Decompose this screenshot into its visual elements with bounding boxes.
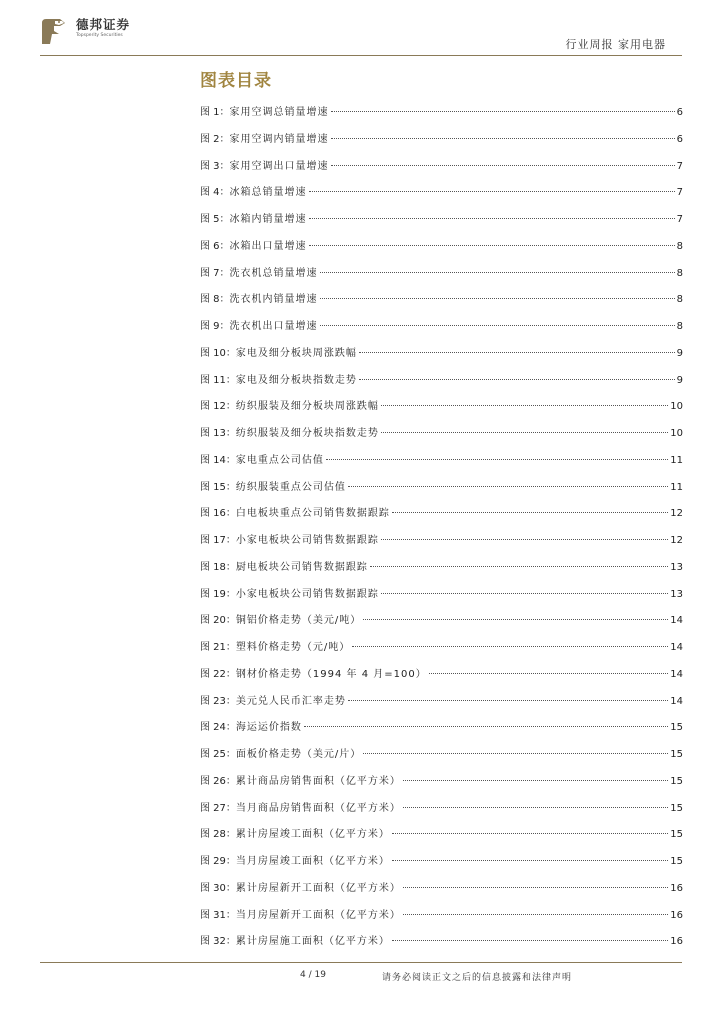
toc-entry-separator: ：	[225, 535, 236, 546]
toc-entry-label: 图 31	[200, 909, 226, 921]
toc-entry-page: 15	[670, 775, 683, 787]
toc-leader-dots	[331, 111, 675, 112]
toc-entry-separator: ：	[219, 321, 230, 332]
toc-entry-page: 15	[670, 749, 683, 760]
toc-entry-text: 洗衣机出口量增速	[229, 321, 318, 332]
toc-entry-text: 当月商品房销售面积（亿平方米）	[235, 802, 401, 814]
toc-entry-label: 图 25	[200, 749, 226, 760]
toc-entry-separator: ：	[225, 722, 236, 734]
toc-entry-text: 家电及细分板块指数走势	[235, 374, 357, 386]
toc-leader-dots	[381, 432, 668, 433]
toc-entry-text: 累计房屋施工面积（亿平方米）	[235, 936, 390, 948]
toc-title: 图表目录	[200, 71, 272, 91]
toc-entry-separator: ：	[219, 107, 230, 118]
toc-leader-dots	[359, 379, 675, 380]
toc-entry[interactable]	[200, 932, 683, 959]
toc-entry[interactable]	[200, 772, 683, 799]
toc-entry-text: 白电板块重点公司销售数据跟踪	[235, 508, 390, 520]
toc-entry-page: 9	[676, 374, 683, 386]
toc-entry[interactable]	[200, 531, 683, 558]
toc-entry-separator: ：	[219, 294, 230, 306]
toc-entry-label: 图 19	[200, 588, 226, 600]
toc-entry-text: 钢材价格走势（1994 年 4 月=100）	[235, 668, 427, 680]
toc-entry-separator: ：	[225, 882, 236, 894]
page-header	[0, 0, 724, 60]
toc-entry[interactable]	[200, 745, 683, 772]
toc-entry-label: 图 6	[200, 240, 220, 252]
toc-entry[interactable]	[200, 317, 683, 344]
toc-leader-dots	[381, 593, 668, 594]
toc-entry[interactable]	[200, 852, 683, 879]
toc-leader-dots	[326, 459, 668, 460]
toc-entry-separator: ：	[225, 588, 236, 600]
toc-leader-dots	[352, 646, 668, 647]
footer-divider	[40, 962, 682, 963]
toc-entry-label: 图 4	[200, 187, 220, 199]
toc-entry-separator: ：	[225, 374, 236, 386]
toc-leader-dots	[392, 940, 668, 941]
toc-entry[interactable]	[200, 103, 683, 130]
toc-leader-dots	[363, 619, 668, 620]
toc-entry-page: 7	[676, 160, 683, 172]
toc-entry-label: 图 17	[200, 535, 226, 546]
toc-entry-label: 图 29	[200, 856, 226, 867]
toc-entry[interactable]	[200, 611, 683, 638]
toc-entry-separator: ：	[219, 187, 230, 199]
toc-entry-page: 14	[670, 642, 683, 653]
toc-leader-dots	[403, 780, 668, 781]
toc-leader-dots	[392, 833, 668, 834]
toc-entry-page: 12	[670, 508, 683, 520]
toc-entry-page: 15	[670, 856, 683, 867]
toc-entry-text: 铜铝价格走势（美元/吨）	[235, 615, 362, 627]
toc-leader-dots	[381, 539, 668, 540]
toc-entry[interactable]	[200, 130, 683, 157]
toc-entry-text: 小家电板块公司销售数据跟踪	[235, 588, 379, 600]
toc-entry-page: 16	[670, 936, 683, 948]
toc-entry[interactable]	[200, 344, 683, 371]
toc-entry-text: 累计房屋新开工面积（亿平方米）	[235, 882, 401, 894]
brand-subtitle: Topsperity Securities	[76, 33, 123, 38]
toc-entry-separator: ：	[219, 133, 230, 145]
toc-leader-dots	[331, 138, 675, 139]
toc-entry[interactable]	[200, 290, 683, 317]
toc-entry-text: 冰箱总销量增速	[229, 187, 307, 199]
toc-entry-page: 15	[670, 802, 683, 814]
toc-entry-separator: ：	[219, 267, 230, 279]
toc-entry-text: 塑料价格走势（元/吨）	[235, 642, 351, 653]
toc-entry[interactable]	[200, 397, 683, 424]
toc-entry[interactable]	[200, 558, 683, 585]
toc-entry-label: 图 13	[200, 428, 226, 439]
toc-entry[interactable]	[200, 371, 683, 398]
toc-entry-page: 10	[670, 428, 683, 439]
toc-entry-label: 图 2	[200, 133, 220, 145]
footer-disclaimer: 请务必阅读正文之后的信息披露和法律声明	[382, 973, 573, 983]
toc-entry-label: 图 21	[200, 642, 226, 653]
toc-entry-separator: ：	[225, 749, 236, 760]
toc-entry-page: 7	[676, 214, 683, 225]
toc-leader-dots	[403, 807, 668, 808]
toc-entry-separator: ：	[225, 401, 236, 413]
toc-list	[200, 103, 683, 959]
toc-entry-text: 累计商品房销售面积（亿平方米）	[235, 775, 401, 787]
toc-leader-dots	[429, 673, 669, 674]
toc-entry[interactable]	[200, 879, 683, 906]
toc-entry[interactable]	[200, 210, 683, 237]
toc-entry-label: 图 24	[200, 722, 226, 734]
toc-entry-text: 冰箱出口量增速	[229, 240, 307, 252]
toc-entry-page: 16	[670, 882, 683, 894]
toc-entry-text: 洗衣机内销量增速	[229, 294, 318, 306]
toc-leader-dots	[309, 191, 675, 192]
toc-entry-label: 图 11	[200, 374, 226, 386]
toc-entry-page: 15	[670, 722, 683, 734]
brand-name: 德邦证券	[76, 17, 131, 32]
toc-entry-label: 图 27	[200, 802, 226, 814]
toc-entry-text: 洗衣机总销量增速	[229, 267, 318, 279]
toc-entry-label: 图 28	[200, 829, 226, 841]
toc-leader-dots	[309, 218, 675, 219]
toc-entry-label: 图 8	[200, 294, 220, 306]
toc-entry-text: 当月房屋竣工面积（亿平方米）	[235, 856, 390, 867]
toc-entry-separator: ：	[219, 240, 230, 252]
toc-entry-page: 8	[676, 240, 683, 252]
toc-entry[interactable]	[200, 157, 683, 184]
toc-entry-page: 13	[670, 588, 683, 600]
toc-entry[interactable]	[200, 585, 683, 612]
toc-entry-separator: ：	[225, 642, 236, 653]
toc-entry-separator: ：	[225, 856, 236, 867]
toc-entry-text: 纺织服装及细分板块周涨跌幅	[235, 401, 379, 413]
toc-entry-text: 美元兑人民币汇率走势	[235, 695, 346, 707]
toc-entry-page: 13	[670, 561, 683, 573]
toc-entry[interactable]	[200, 799, 683, 826]
toc-entry-page: 6	[676, 133, 683, 145]
toc-entry-label: 图 7	[200, 267, 220, 279]
toc-entry-text: 厨电板块公司销售数据跟踪	[235, 561, 368, 573]
toc-entry-text: 冰箱内销量增速	[229, 214, 307, 225]
toc-entry-separator: ：	[225, 909, 236, 921]
toc-entry[interactable]	[200, 424, 683, 451]
toc-entry-label: 图 15	[200, 481, 226, 493]
toc-entry-text: 纺织服装重点公司估值	[235, 481, 346, 493]
toc-entry[interactable]	[200, 504, 683, 531]
toc-entry-text: 家电及细分板块周涨跌幅	[235, 347, 357, 359]
toc-entry-separator: ：	[225, 775, 236, 787]
toc-leader-dots	[309, 245, 675, 246]
toc-entry-separator: ：	[225, 481, 236, 493]
toc-entry-text: 累计房屋竣工面积（亿平方米）	[235, 829, 390, 841]
toc-entry-label: 图 23	[200, 695, 226, 707]
toc-entry-separator: ：	[225, 347, 236, 359]
toc-entry-page: 8	[676, 267, 683, 279]
toc-leader-dots	[392, 860, 668, 861]
toc-entry-page: 12	[670, 535, 683, 546]
toc-leader-dots	[320, 272, 675, 273]
toc-leader-dots	[381, 405, 668, 406]
toc-entry-text: 家用空调出口量增速	[229, 160, 329, 172]
toc-entry-page: 10	[670, 401, 683, 413]
toc-entry-separator: ：	[225, 508, 236, 520]
toc-entry-separator: ：	[225, 802, 236, 814]
toc-entry-label: 图 9	[200, 321, 220, 332]
toc-entry-text: 家电重点公司估值	[235, 454, 324, 466]
toc-entry-text: 海运运价指数	[235, 722, 302, 734]
toc-leader-dots	[331, 165, 675, 166]
toc-entry-label: 图 32	[200, 936, 226, 948]
toc-entry[interactable]	[200, 906, 683, 933]
toc-entry-text: 家用空调总销量增速	[229, 107, 329, 118]
toc-entry-label: 图 14	[200, 454, 226, 466]
toc-entry[interactable]	[200, 237, 683, 264]
toc-leader-dots	[348, 486, 668, 487]
toc-entry-separator: ：	[219, 160, 230, 172]
toc-entry-page: 9	[676, 347, 683, 359]
toc-entry-page: 8	[676, 321, 683, 332]
toc-leader-dots	[403, 887, 668, 888]
toc-entry[interactable]	[200, 638, 683, 665]
toc-entry-separator: ：	[225, 428, 236, 439]
toc-entry[interactable]	[200, 665, 683, 692]
toc-entry-separator: ：	[225, 615, 236, 627]
toc-entry-page: 14	[670, 668, 683, 680]
toc-leader-dots	[392, 512, 668, 513]
toc-entry[interactable]	[200, 451, 683, 478]
toc-entry-text: 纺织服装及细分板块指数走势	[235, 428, 379, 439]
toc-entry-text: 当月房屋新开工面积（亿平方米）	[235, 909, 401, 921]
toc-entry-text: 家用空调内销量增速	[229, 133, 329, 145]
toc-entry-label: 图 10	[200, 347, 226, 359]
toc-entry-page: 14	[670, 615, 683, 627]
toc-entry-separator: ：	[225, 936, 236, 948]
toc-entry-separator: ：	[219, 214, 230, 225]
page-number: 4 / 19	[300, 970, 326, 980]
toc-entry[interactable]	[200, 264, 683, 291]
company-logo	[40, 17, 67, 46]
toc-entry-label: 图 20	[200, 615, 226, 627]
toc-entry[interactable]	[200, 478, 683, 505]
toc-leader-dots	[370, 566, 668, 567]
toc-entry-label: 图 22	[200, 668, 226, 680]
toc-leader-dots	[320, 325, 675, 326]
toc-entry[interactable]	[200, 825, 683, 852]
toc-entry[interactable]	[200, 183, 683, 210]
toc-entry-label: 图 16	[200, 508, 226, 520]
toc-entry-text: 面板价格走势（美元/片）	[235, 749, 362, 760]
toc-entry-label: 图 12	[200, 401, 226, 413]
toc-entry-text: 小家电板块公司销售数据跟踪	[235, 535, 379, 546]
toc-entry-separator: ：	[225, 829, 236, 841]
report-type: 行业周报 家用电器	[565, 38, 666, 51]
toc-entry[interactable]	[200, 718, 683, 745]
toc-leader-dots	[348, 700, 668, 701]
toc-leader-dots	[320, 298, 675, 299]
toc-entry-page: 11	[670, 481, 683, 493]
toc-leader-dots	[359, 352, 675, 353]
toc-entry[interactable]	[200, 692, 683, 719]
toc-entry-separator: ：	[225, 561, 236, 573]
toc-leader-dots	[304, 726, 668, 727]
header-divider	[40, 55, 682, 56]
toc-entry-page: 7	[676, 187, 683, 199]
toc-entry-label: 图 18	[200, 561, 226, 573]
toc-entry-separator: ：	[225, 695, 236, 707]
toc-entry-page: 14	[670, 695, 683, 707]
toc-entry-page: 8	[676, 294, 683, 306]
toc-leader-dots	[403, 914, 668, 915]
toc-entry-page: 11	[670, 454, 683, 466]
toc-entry-separator: ：	[225, 668, 236, 680]
toc-leader-dots	[363, 753, 668, 754]
toc-entry-label: 图 26	[200, 775, 226, 787]
toc-entry-separator: ：	[225, 454, 236, 466]
toc-entry-page: 15	[670, 829, 683, 841]
toc-entry-page: 6	[676, 107, 683, 118]
toc-entry-page: 16	[670, 909, 683, 921]
toc-entry-label: 图 1	[200, 107, 220, 118]
toc-entry-label: 图 5	[200, 214, 220, 225]
toc-entry-label: 图 3	[200, 160, 220, 172]
toc-entry-label: 图 30	[200, 882, 226, 894]
